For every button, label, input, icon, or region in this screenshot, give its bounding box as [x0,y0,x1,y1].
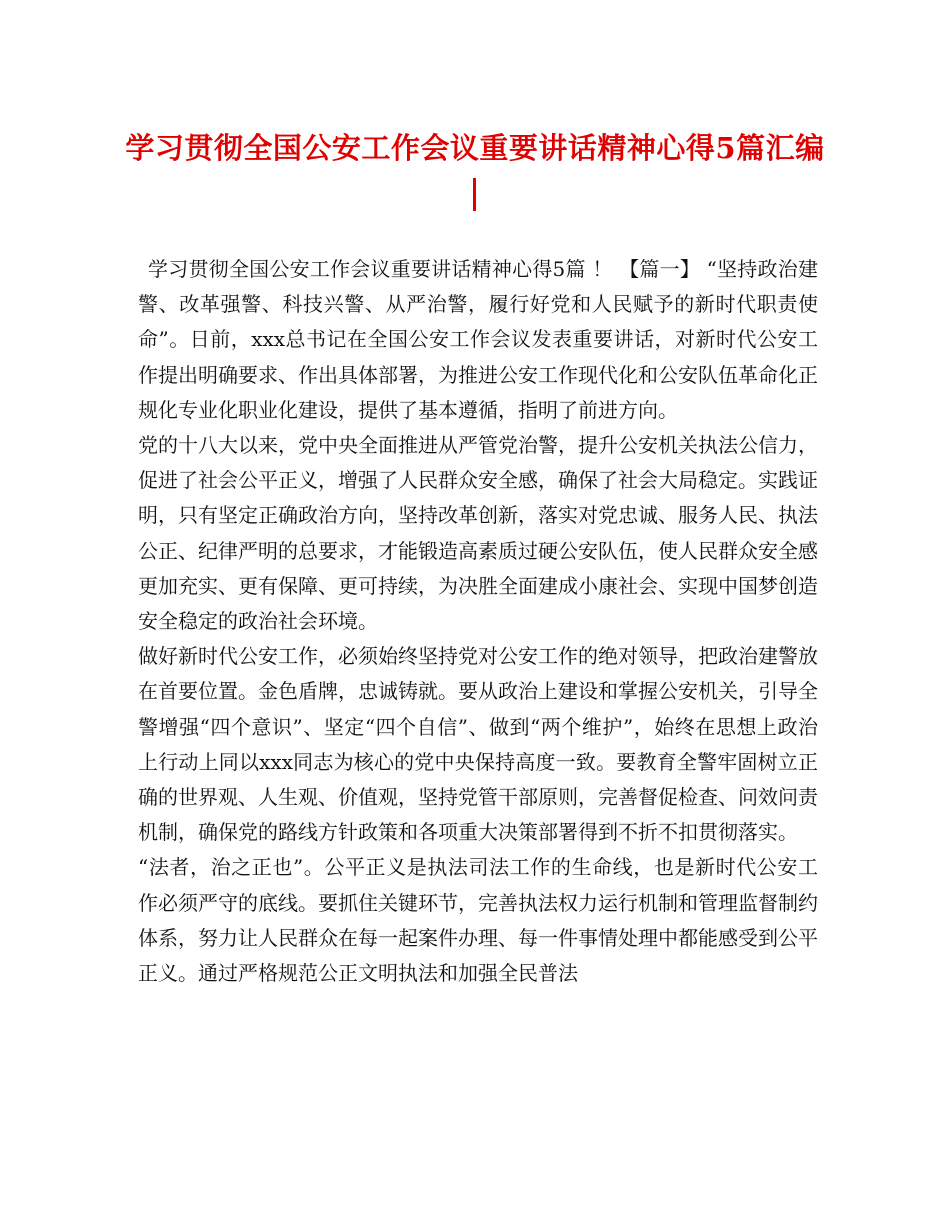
text-cursor [473,178,476,211]
paragraph-1: 学习贯彻全国公安工作会议重要讲话精神心得5篇 ！ 【篇一】 “坚持政治建警、改革强警、科技兴警、从严治警，履行好党和人民赋予的新时代职责使命”。日前，xxx总书记在全国公安工作会议发表重要讲话，对新时代公安工作提出明确要求、作出具体部署，为推进公安工作现代化和公安队伍革命化正规化专业化职业化建设，提供了基本遵循，指明了前进方向。 [138,257,818,422]
document-body [138,252,818,991]
document-title: 学习贯彻全国公安工作会议重要讲话精神心得5篇汇编 [125,131,825,165]
paragraph-3: 做好新时代公安工作，必须始终坚持党对公安工作的绝对领导，把政治建警放在首要位置。金色盾牌，忠诚铸就。要从政治上建设和掌握公安机关，引导全警增强“四个意识”、坚定“四个自信”、做到“两个维护”，始终在思想上政治上行动上同以xxx同志为核心的党中央保持高度一致。要教育全警牢固树立正确的世界观、人生观、价值观，坚持党管干部原则，完善督促检查、问效问责机制，确保党的路线方针政策和各项重大决策部署得到不折不扣贯彻落实。 [138,644,818,845]
paragraph-2: 党的十八大以来，党中央全面推进从严管党治警，提升公安机关执法公信力，促进了社会公平正义，增强了人民群众安全感，确保了社会大局稳定。实践证明，只有坚定正确政治方向，坚持改革创新，落实对党忠诚、服务人民、执法公正、纪律严明的总要求，才能锻造高素质过硬公安队伍，使人民群众安全感更加充实、更有保障、更可持续，为决胜全面建成小康社会、实现中国梦创造安全稳定的政治社会环境。 [138,433,818,634]
paragraph-4: “法者，治之正也”。公平正义是执法司法工作的生命线，也是新时代公安工作必须严守的底线。要抓住关键环节，完善执法权力运行机制和管理监督制约体系，努力让人民群众在每一起案件办理、每一件事情处理中都能感受到公平正义。通过严格规范公正文明执法和加强全民普法 [138,855,818,986]
